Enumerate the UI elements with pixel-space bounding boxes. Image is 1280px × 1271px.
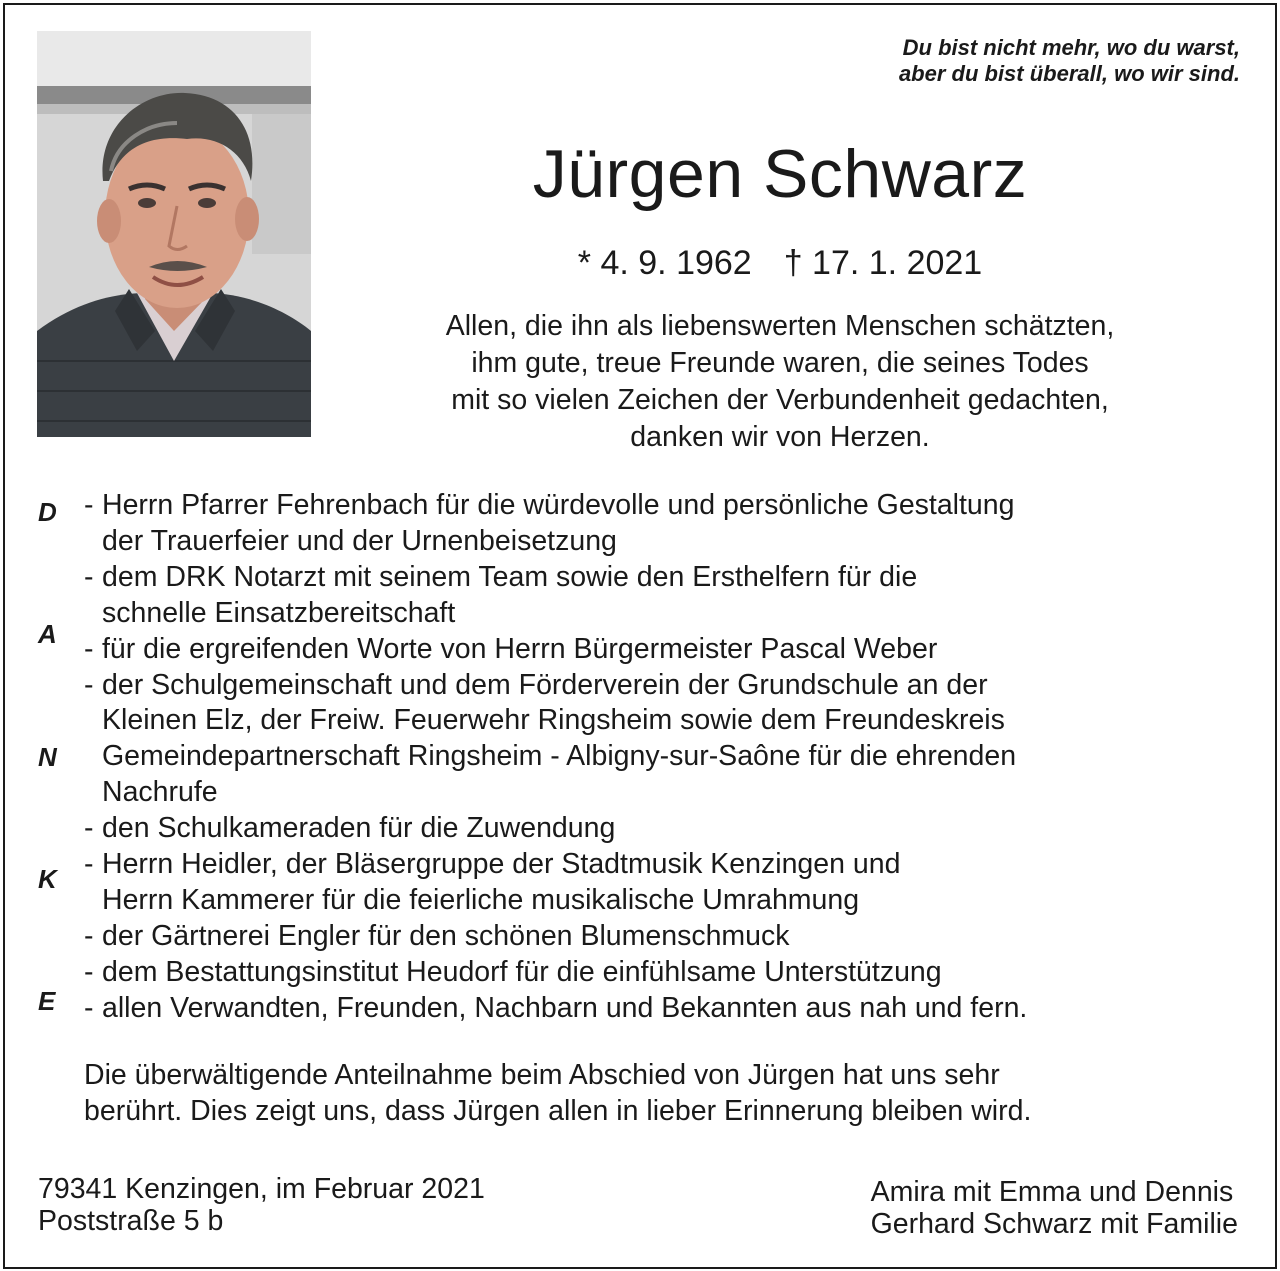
thanks-line: Allen, die ihn als liebenswerten Menschen schätzten, [445, 310, 1115, 342]
side-letter-e: E [38, 986, 56, 1016]
list-dash: - [84, 812, 94, 845]
list-dash: - [84, 489, 94, 521]
list-item [84, 955, 1234, 991]
list-item [84, 811, 1234, 847]
death-date: † 17. 1. 2021 [783, 244, 983, 282]
birth-date: * 4. 9. 1962 [577, 244, 752, 282]
list-item [84, 847, 1234, 919]
family-line: Gerhard Schwarz mit Familie [870, 1208, 1238, 1240]
list-item [84, 668, 1234, 812]
list-item-line: schnelle Einsatzbereitschaft [102, 596, 456, 629]
list-dash: - [84, 668, 94, 701]
life-dates [340, 241, 1220, 285]
list-item-line: den Schulkameraden für die Zuwendung [102, 812, 616, 845]
thanks-line: mit so vielen Zeichen der Verbundenheit gedachten, [451, 384, 1109, 416]
deceased-name: Jürgen Schwarz [532, 136, 1028, 212]
portrait-illustration [37, 31, 311, 437]
side-letter-n: N [38, 742, 57, 772]
family-signature [871, 1176, 1238, 1240]
thanks-line: ihm gute, treue Freunde waren, die seines Todes [471, 347, 1089, 379]
list-item [84, 488, 1234, 560]
closing-line: Die überwältigende Anteilnahme beim Abschied von Jürgen hat uns sehr [84, 1059, 1000, 1091]
list-item-line: der Gärtnerei Engler für den schönen Blumenschmuck [102, 919, 790, 952]
thanks-line: danken wir von Herzen. [630, 421, 930, 453]
list-dash: - [84, 632, 94, 665]
side-letter-a: A [38, 619, 57, 649]
closing-line: berührt. Dies zeigt uns, dass Jürgen allen in lieber Erinnerung bleiben wird. [84, 1095, 1032, 1127]
list-item-line: dem DRK Notarzt mit seinem Team sowie den Ersthelfern für die [102, 560, 918, 593]
list-item-line: allen Verwandten, Freunden, Nachbarn und Bekannten aus nah und fern. [102, 991, 1028, 1024]
motto-line: aber du bist überall, wo wir sind. [898, 61, 1240, 86]
list-item-line: Kleinen Elz, der Freiw. Feuerwehr Ringsheim sowie dem Freundeskreis [102, 704, 1005, 737]
list-dash: - [84, 560, 94, 593]
list-item-line: Herrn Heidler, der Bläsergruppe der Stadtmusik Kenzingen und [102, 848, 901, 881]
list-item [84, 632, 1234, 668]
list-dash: - [84, 955, 94, 988]
list-dash: - [84, 919, 94, 952]
list-item [84, 991, 1234, 1027]
list-item-line: Gemeindepartnerschaft Ringsheim - Albigny-sur-Saône für die ehrenden [102, 740, 1017, 773]
thanks-paragraph [340, 308, 1220, 456]
motto-line: Du bist nicht mehr, wo du warst, [902, 35, 1240, 60]
list-dash: - [84, 991, 94, 1024]
list-item-line: Herrn Pfarrer Fehrenbach für die würdevolle und persönliche Gestaltung [102, 489, 1015, 521]
address-line: 79341 Kenzingen, im Februar 2021 [38, 1173, 485, 1205]
portrait-photo [37, 31, 311, 437]
closing-paragraph [84, 1057, 1031, 1129]
list-item-line: Herrn Kammerer für die feierliche musikalische Umrahmung [102, 883, 860, 916]
address-block [38, 1173, 485, 1237]
thanks-list [84, 488, 1234, 1027]
side-letter-k: K [38, 864, 57, 894]
motto-quote [899, 35, 1240, 87]
list-item-line: der Trauerfeier und der Urnenbeisetzung [102, 524, 617, 557]
list-item-line: der Schulgemeinschaft und dem Förderverein der Grundschule an der [102, 668, 988, 701]
list-item [84, 919, 1234, 955]
family-line: Amira mit Emma und Dennis [870, 1176, 1234, 1208]
address-line: Poststraße 5 b [38, 1205, 224, 1237]
list-item-line: Nachrufe [102, 776, 218, 809]
list-item [84, 560, 1234, 632]
list-item-line: für die ergreifenden Worte von Herrn Bürgermeister Pascal Weber [102, 632, 938, 665]
side-letter-d: D [38, 497, 57, 527]
list-dash: - [84, 848, 94, 881]
list-item-line: dem Bestattungsinstitut Heudorf für die einfühlsame Unterstützung [102, 955, 942, 988]
